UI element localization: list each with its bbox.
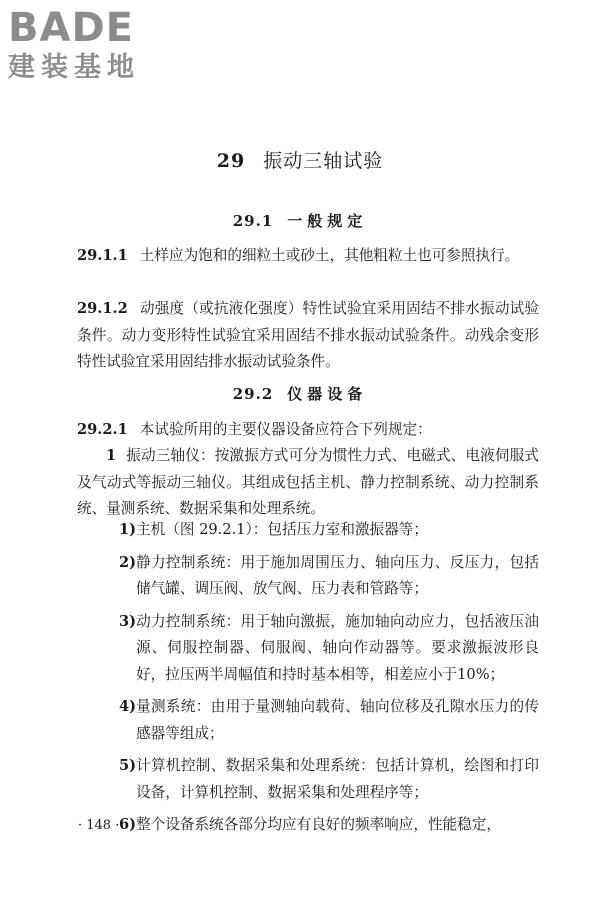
list-item-text: 整个设备系统各部分均应有良好的频率响应，性能稳定， (136, 816, 501, 833)
clause-29-1-1 (77, 243, 539, 270)
section-name: 仪器设备 (287, 385, 368, 403)
section-number: 29.2 (232, 385, 274, 403)
list-item-number: 4) (119, 698, 137, 715)
clause-text: 动强度（或抗液化强度）特性试验宜采用固结不排水振动试验条件。动力变形特性试验宜采用固结不排水振动试验条件。动残余变形特性试验宜采用固结排水振动试验条件。 (77, 300, 539, 370)
list-item-text: 静力控制系统：用于施加周围压力、轴向压力、反压力，包括储气罐、调压阀、放气阀、压力表和管路等； (136, 553, 539, 597)
item-number: 1 (106, 447, 117, 464)
list-item (119, 753, 539, 806)
section-heading-29-1 (0, 210, 600, 231)
list-item (119, 694, 539, 747)
list-item-text: 主机（图 29.2.1）：包括压力室和激振器等； (136, 521, 428, 538)
list-item-text: 动力控制系统：用于轴向激振，施加轴向动应力，包括液压油源、伺服控制器、伺服阀、轴向作动器等。要求激振波形良好，拉压两半周幅值和持时基本相等，相差应小于10%； (136, 612, 539, 683)
watermark-logo (8, 6, 178, 84)
clause-number: 29.2.1 (77, 421, 128, 438)
list-item (119, 609, 539, 689)
logo-subtitle: 建装基地 (8, 52, 140, 83)
section-name: 一般规定 (287, 212, 368, 230)
chapter-title (0, 146, 600, 173)
subitem-list (119, 517, 539, 845)
clause-text: 土样应为饱和的细粒土或砂土，其他粗粒土也可参照执行。 (139, 247, 520, 264)
section-number: 29.1 (232, 212, 274, 230)
list-item-number: 5) (119, 757, 137, 774)
list-item-text: 量测系统：由用于量测轴向载荷、轴向位移及孔隙水压力的传感器等组成； (136, 698, 539, 742)
list-item-text: 计算机控制、数据采集和处理系统：包括计算机，绘图和打印设备，计算机控制、数据采集和处理程序等； (136, 757, 539, 801)
clause-text: 本试验所用的主要仪器设备应符合下列规定： (139, 421, 432, 438)
list-item-number: 6) (119, 816, 137, 833)
list-item (119, 812, 539, 839)
list-item-number: 2) (119, 553, 137, 571)
section-heading-29-2 (0, 383, 600, 404)
clause-number: 29.1.1 (77, 247, 128, 264)
item-text: 振动三轴仪：按激振方式可分为惯性力式、电磁式、电液伺服式及气动式等振动三轴仪。其组成包括主机、静力控制系统、动力控制系统、量测系统、数据采集和处理系统。 (77, 447, 539, 517)
logo-brand: BADE (8, 5, 134, 51)
clause-29-1-2 (77, 296, 539, 376)
clause-number: 29.1.2 (77, 300, 128, 317)
list-item (119, 550, 539, 603)
list-item-number: 3) (119, 612, 137, 630)
chapter-number: 29 (216, 150, 246, 172)
clause-29-2-1 (77, 417, 539, 444)
list-item (119, 517, 539, 544)
item-1-paragraph (77, 443, 539, 523)
chapter-name: 振动三轴试验 (263, 150, 384, 172)
list-item-number: 1) (119, 521, 137, 538)
page-number: · 148 · (78, 818, 120, 833)
